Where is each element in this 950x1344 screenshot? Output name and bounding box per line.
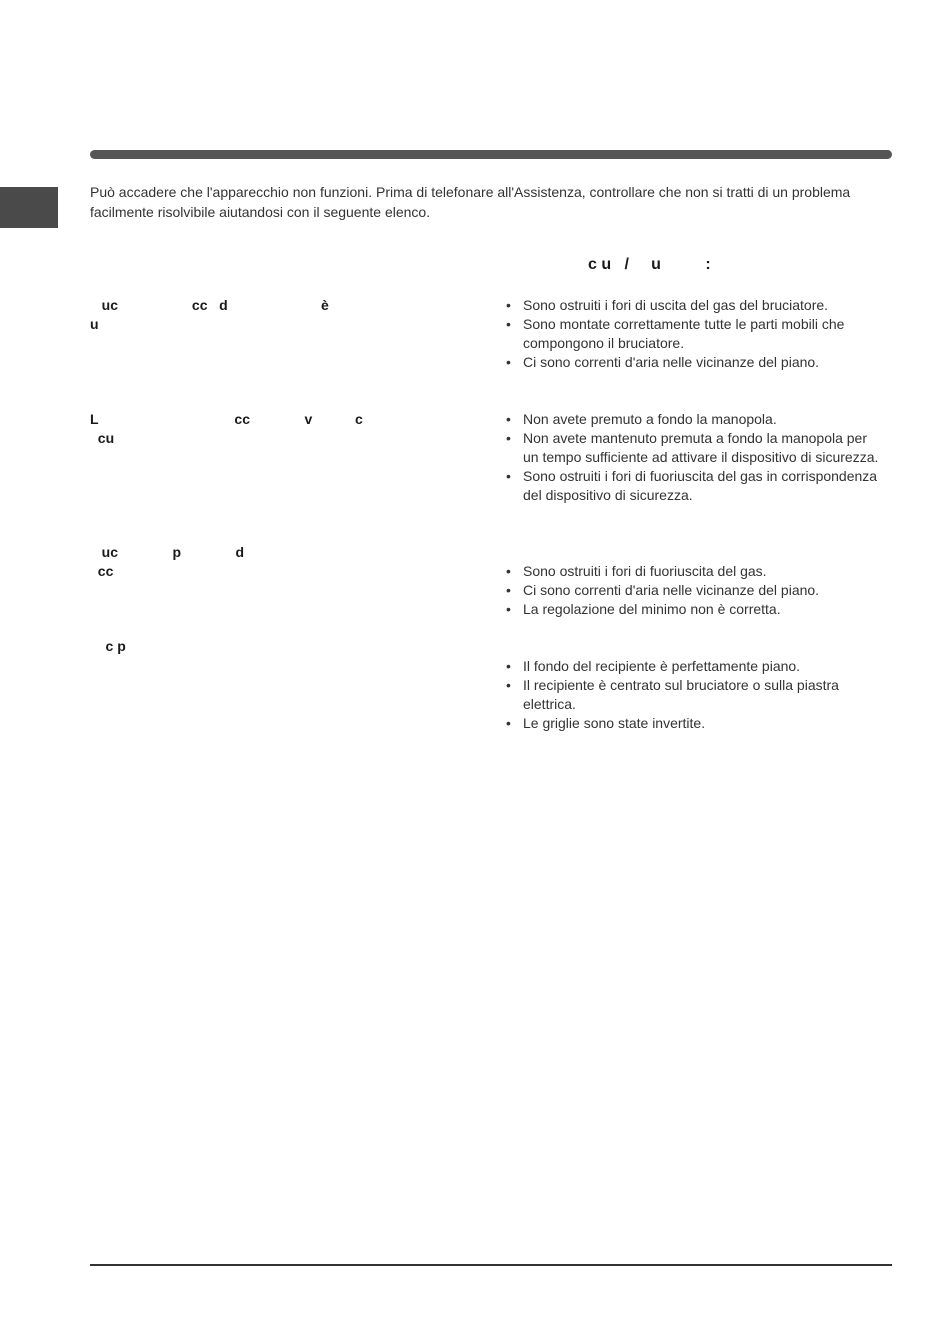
bullet-icon: • <box>506 354 511 370</box>
cause-item: • Non avete premuto a fondo la manopola. <box>506 411 777 427</box>
bullet-icon: • <box>506 658 511 674</box>
cause-item: • Non avete mantenuto premuta a fondo la manopola per un tempo sufficiente ad attivare il dispositivo di sicurezza. <box>506 430 879 465</box>
cause-item: • Sono ostruiti i fori di fuoriuscita del gas in corrispondenza del dispositivo di sicurezza. <box>506 468 878 503</box>
problem-4 <box>90 637 450 656</box>
bullet-icon: • <box>506 563 511 579</box>
problem-3-line-2: cc <box>90 563 114 579</box>
problem-1-line-2: u <box>90 316 99 332</box>
cause-item: • Ci sono correnti d'aria nelle vicinanze del piano. <box>506 582 820 598</box>
bottom-rule <box>90 1264 892 1266</box>
causes-list-2 <box>506 410 886 505</box>
problem-2-line-1: L cc v c <box>90 411 363 427</box>
causes-list-3 <box>506 562 886 619</box>
cause-item: • La regolazione del minimo non è corretta. <box>506 601 781 617</box>
cause-item: • Il fondo del recipiente è perfettamente piano. <box>506 658 801 674</box>
problem-3-line-1: uc p d <box>90 544 245 560</box>
top-rule <box>90 150 892 159</box>
bullet-icon: • <box>506 316 511 332</box>
bullet-icon: • <box>506 601 511 617</box>
causes-list-1 <box>506 296 886 372</box>
problem-1 <box>90 296 450 334</box>
cause-item: • Ci sono correnti d'aria nelle vicinanze del piano. <box>506 354 820 370</box>
cause-item: • Il recipiente è centrato sul bruciatore o sulla piastra elettrica. <box>506 677 839 712</box>
cause-item: • Sono ostruiti i fori di fuoriuscita del gas. <box>506 563 767 579</box>
problem-1-line-1: uc cc d è <box>90 297 329 313</box>
bullet-icon: • <box>506 297 511 313</box>
bullet-icon: • <box>506 677 511 693</box>
problem-2-line-2: cu <box>90 430 115 446</box>
cause-item: • Sono montate correttamente tutte le parti mobili che compongono il bruciatore. <box>506 316 845 351</box>
intro-paragraph: Può accadere che l'apparecchio non funzioni. Prima di telefonare all'Assistenza, controllare che non si tratti di un problema facilmente risolvibile aiutandosi con il seguente elenco. <box>90 184 851 220</box>
causes-list-4 <box>506 657 886 733</box>
bullet-icon: • <box>506 715 511 731</box>
cause-item: • Sono ostruiti i fori di uscita del gas del bruciatore. <box>506 297 829 313</box>
problem-4-line-1: c p <box>90 638 126 654</box>
bullet-icon: • <box>506 411 511 427</box>
bullet-icon: • <box>506 582 511 598</box>
problem-3 <box>90 543 450 581</box>
problem-2 <box>90 410 450 448</box>
cause-item: • Le griglie sono state invertite. <box>506 715 706 731</box>
causes-heading: c u / u : <box>588 256 711 273</box>
bullet-icon: • <box>506 430 511 446</box>
bullet-icon: • <box>506 468 511 484</box>
section-tab <box>0 187 58 228</box>
